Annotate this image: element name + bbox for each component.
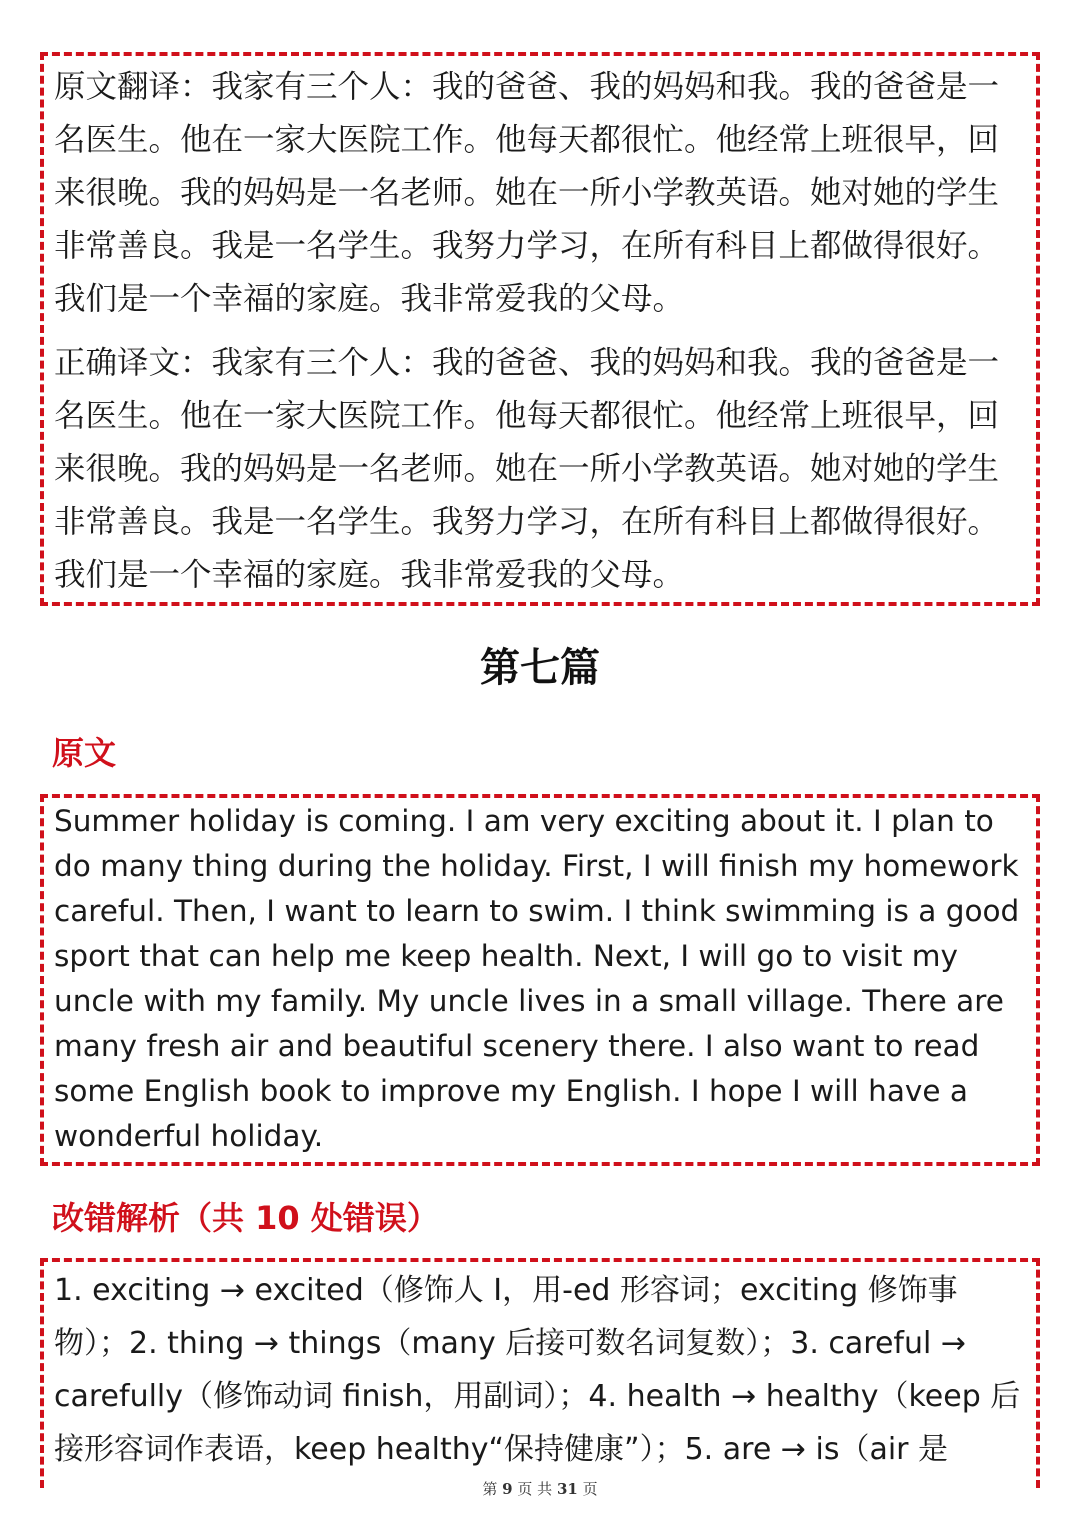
original-text-box — [40, 794, 1040, 1166]
footer-total-pages: 31 — [556, 1480, 578, 1498]
footer-prefix: 第 — [482, 1480, 498, 1498]
footer-page-number: 9 — [502, 1480, 513, 1498]
analysis-heading: 改错解析（共 10 处错误） — [52, 1199, 439, 1237]
analysis-box — [40, 1258, 1040, 1488]
translation-box — [40, 52, 1040, 606]
analysis-paragraph: 1. exciting → excited（修饰人 I，用-ed 形容词；exciting 修饰事物）；2. thing → things（many 后接可数名词复数）；3. careful → carefully（修饰动词 finish，用副词）；4. health → healthy（keep 后接形容词作表语，keep healthy“保持健康”）；5. are → is（air 是 — [54, 1273, 1021, 1467]
original-english-paragraph: Summer holiday is coming. I am very exciting about it. I plan to do many thing during the holiday. First, I will finish my homework careful. Then, I want to learn to swim. I think swimming is a good sport that can help me keep health. Next, I will go to visit my uncle with my family. My uncle lives in a small village. There are many fresh air and beautiful scenery there. I also want to read some English book to improve my English. I hope I will have a wonderful holiday. — [54, 804, 1020, 1153]
correct-translation-paragraph: 正确译文：我家有三个人：我的爸爸、我的妈妈和我。我的爸爸是一名医生。他在一家大医院工作。他每天都很忙。他经常上班很早，回来很晚。我的妈妈是一名老师。她在一所小学教英语。她对她的学生非常善良。我是一名学生。我努力学习，在所有科目上都做得很好。我们是一个幸福的家庭。我非常爱我的父母。 — [54, 345, 1000, 593]
footer-middle: 页 共 — [517, 1480, 553, 1498]
section-title: 第七篇 — [480, 645, 600, 691]
page-footer — [0, 1478, 1080, 1499]
original-heading: 原文 — [52, 734, 117, 772]
original-translation-paragraph: 原文翻译：我家有三个人：我的爸爸、我的妈妈和我。我的爸爸是一名医生。他在一家大医院工作。他每天都很忙。他经常上班很早，回来很晚。我的妈妈是一名老师。她在一所小学教英语。她对她的学生非常善良。我是一名学生。我努力学习，在所有科目上都做得很好。我们是一个幸福的家庭。我非常爱我的父母。 — [54, 69, 1000, 317]
footer-suffix: 页 — [582, 1480, 598, 1498]
